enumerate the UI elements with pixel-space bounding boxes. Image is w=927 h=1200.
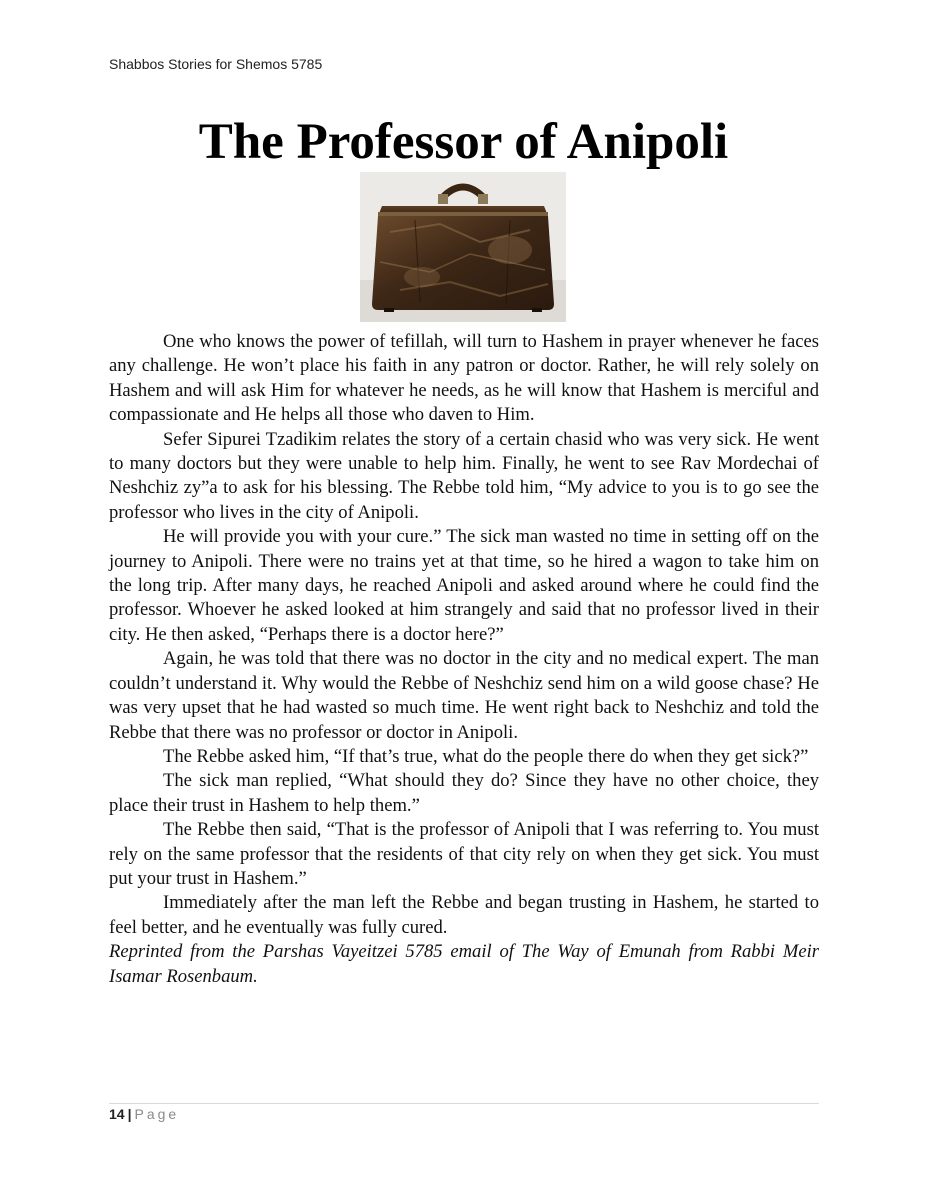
- page-label: Page: [134, 1106, 180, 1122]
- doctor-bag-image: [360, 172, 566, 322]
- paragraph: Immediately after the man left the Rebbe and began trusting in Hashem, he started to feel better, and he eventually was fully cured.: [109, 892, 819, 938]
- running-header: Shabbos Stories for Shemos 5785: [109, 56, 323, 72]
- paragraph: Sefer Sipurei Tzadikim relates the story of a certain chasid who was very sick. He went to many doctors but they were unable to help him. Finally, he went to see Rav Mordechai of Neshchiz zy”a to ask for his blessing. The Rebbe told him, “My advice to you is to go see the professor who lives in the city of Anipoli.: [109, 428, 819, 523]
- page-number: 14: [109, 1106, 125, 1122]
- article-body: [109, 330, 819, 989]
- paragraph: One who knows the power of tefillah, will turn to Hashem in prayer whenever he faces any challenge. He won’t place his faith in any patron or doctor. Rather, he will rely solely on Hashem and will ask Him for whatever he needs, as he will know that Hashem is merciful and compassionate and He helps all those who daven to Him.: [109, 331, 819, 426]
- page-title: The Professor of Anipoli: [198, 114, 729, 170]
- footer-separator: |: [127, 1106, 132, 1122]
- doctor-bag-icon: [360, 172, 566, 322]
- paragraph: Again, he was told that there was no doctor in the city and no medical expert. The man couldn’t understand it. Why would the Rebbe of Neshchiz send him on a wild goose chase? He was very upset that he had wasted so much time. He went right back to Neshchiz and told the Rebbe that there was no professor or doctor in Anipoli.: [109, 648, 819, 743]
- source-credit: Reprinted from the Parshas Vayeitzei 5785 email of The Way of Emunah from Rabbi Meir Isamar Rosenbaum.: [109, 941, 819, 987]
- paragraph: He will provide you with your cure.” The sick man wasted no time in setting off on the journey to Anipoli. There were no trains yet at that time, so he hired a wagon to take him on the long trip. After many days, he reached Anipoli and asked around where he could find the professor. Whoever he asked looked at him strangely and said that no professor lived in their city. He then asked, “Perhaps there is a doctor here?”: [109, 526, 819, 645]
- footer-divider: [109, 1103, 819, 1104]
- paragraph: The sick man replied, “What should they do? Since they have no other choice, they place their trust in Hashem to help them.”: [109, 770, 819, 816]
- paragraph: The Rebbe asked him, “If that’s true, what do the people there do when they get sick?”: [163, 745, 809, 767]
- page-footer: [109, 1106, 179, 1122]
- paragraph: The Rebbe then said, “That is the professor of Anipoli that I was referring to. You must rely on the same professor that the residents of that city rely on when they get sick. You must put your trust in Hashem.”: [109, 819, 819, 889]
